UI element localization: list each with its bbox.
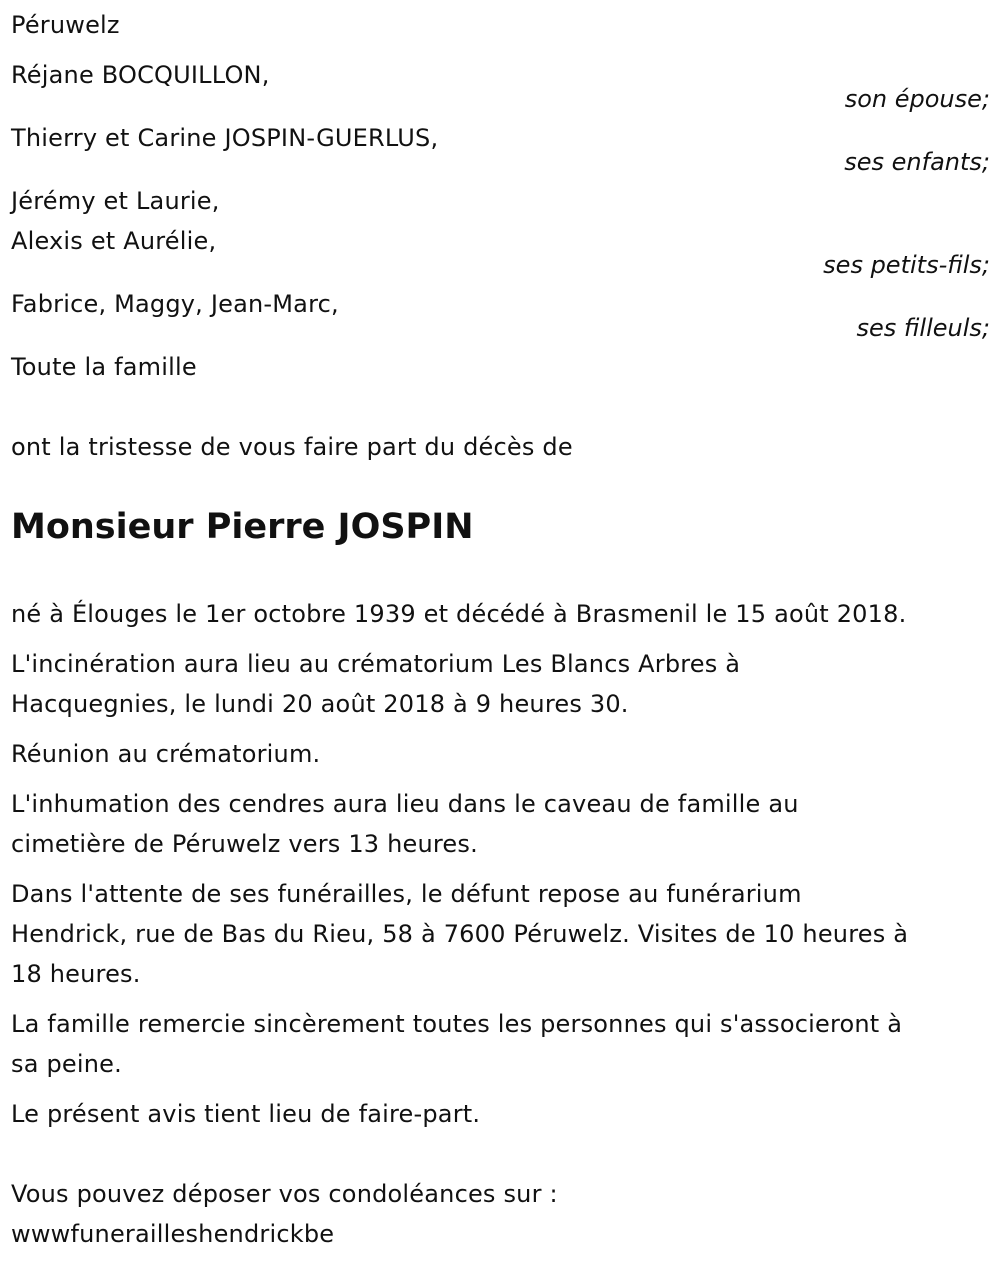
- role-children: ses enfants;: [844, 148, 990, 176]
- cremation-text-line-2: Hacquegnies, le lundi 20 août 2018 à 9 heures 30.: [11, 690, 629, 718]
- funerarium-text-line-2: Hendrick, rue de Bas du Rieu, 58 à 7600 Péruwelz. Visites de 10 heures à: [11, 920, 909, 948]
- condolences-website: wwwfunerailleshendrickbe: [11, 1220, 335, 1248]
- birth-death-text: né à Élouges le 1er octobre 1939 et décédé à Brasmenil le 15 août 2018.: [11, 600, 907, 628]
- role-grandchildren: ses petits-fils;: [823, 251, 990, 279]
- role-spouse: son épouse;: [844, 85, 990, 113]
- meeting-text: Réunion au crématorium.: [11, 740, 321, 768]
- family-member-grandchild-2: Alexis et Aurélie,: [11, 227, 217, 255]
- family-member-children: Thierry et Carine JOSPIN-GUERLUS,: [11, 124, 439, 152]
- funerarium-text-line-1: Dans l'attente de ses funérailles, le défunt repose au funérarium: [11, 880, 802, 908]
- family-member-spouse: Réjane BOCQUILLON,: [11, 61, 270, 89]
- family-member-all: Toute la famille: [11, 353, 197, 381]
- city-heading: Péruwelz: [11, 11, 120, 39]
- deceased-name: Monsieur Pierre JOSPIN: [11, 507, 474, 547]
- announcement-text: ont la tristesse de vous faire part du décès de: [11, 433, 573, 461]
- family-member-grandchild-1: Jérémy et Laurie,: [11, 187, 220, 215]
- family-member-godchildren: Fabrice, Maggy, Jean-Marc,: [11, 290, 339, 318]
- cremation-text-line-1: L'incinération aura lieu au crématorium Les Blancs Arbres à: [11, 650, 741, 678]
- role-godchildren: ses filleuls;: [856, 314, 990, 342]
- thanks-text-line-2: sa peine.: [11, 1050, 122, 1078]
- thanks-text-line-1: La famille remercie sincèrement toutes les personnes qui s'associeront à: [11, 1010, 903, 1038]
- condolences-label: Vous pouvez déposer vos condoléances sur :: [11, 1180, 558, 1208]
- funerarium-text-line-3: 18 heures.: [11, 960, 141, 988]
- burial-text-line-2: cimetière de Péruwelz vers 13 heures.: [11, 830, 478, 858]
- notice-text: Le présent avis tient lieu de faire-part.: [11, 1100, 481, 1128]
- burial-text-line-1: L'inhumation des cendres aura lieu dans le caveau de famille au: [11, 790, 799, 818]
